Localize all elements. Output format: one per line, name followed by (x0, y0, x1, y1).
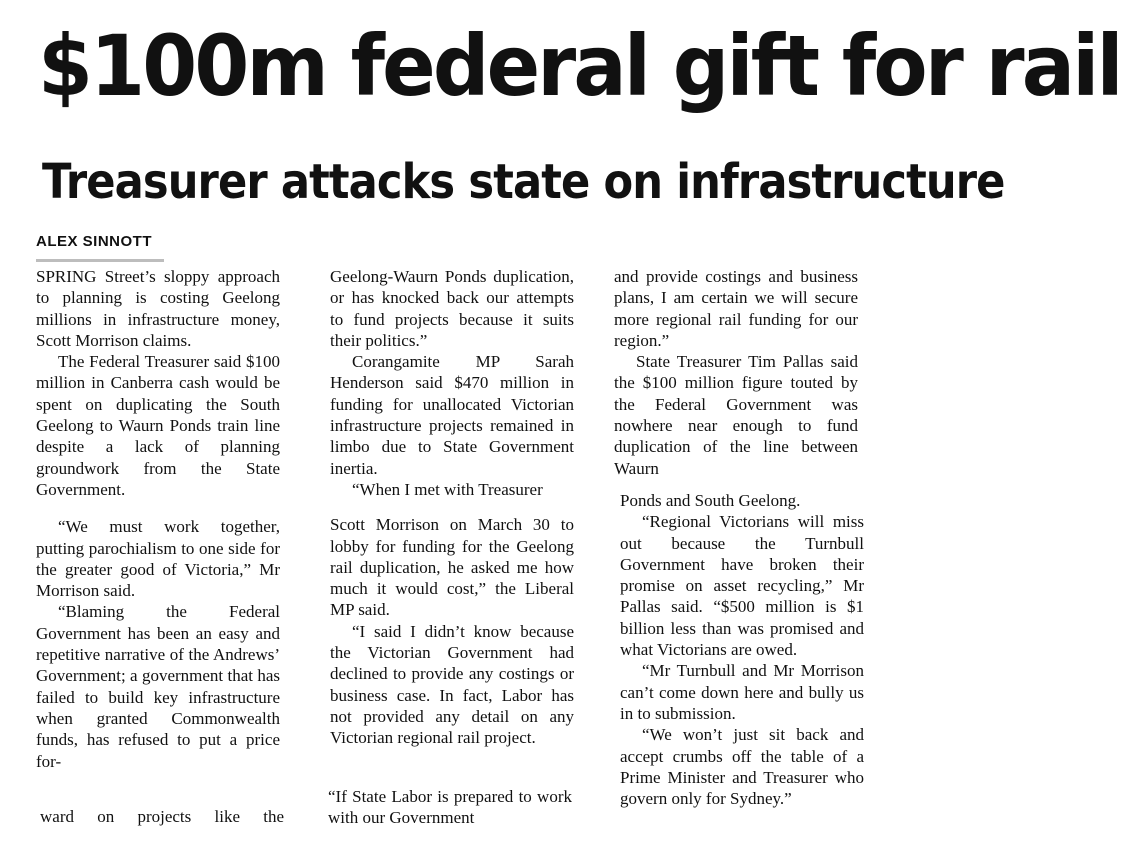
paragraph: “We won’t just sit back and accept crumbs off the table of a Prime Minister and Treasurer who govern only for Sydney.” (620, 725, 864, 809)
paragraph: Geelong-Waurn Ponds duplication, or has knocked back our attempts to fund projects because it suits their politics.” (330, 267, 574, 350)
paragraph: ward on projects like the (40, 807, 284, 826)
headline: $100m federal gift for rail (38, 17, 1121, 115)
byline-rule (36, 259, 164, 262)
paragraph: “When I met with Treasurer (352, 479, 543, 499)
paragraph: and provide costings and business plans, I am certain we will secure more regional rail funding for our region.” (614, 267, 858, 350)
article-column-2-tail (328, 786, 572, 829)
paragraph: The Federal Treasurer said $100 million in Canberra cash would be spent on duplicating the South Geelong to Waurn Ponds train line despite a lack of planning groundwork from the State Government. (36, 352, 280, 499)
paragraph: “Mr Turnbull and Mr Morrison can’t come down here and bully us in to submission. (620, 661, 864, 723)
article-column-3 (614, 266, 858, 479)
paragraph: “If State Labor is prepared to work with our Government (328, 787, 572, 828)
article-column-2 (330, 266, 574, 749)
paragraph: “Blaming the Federal Government has been an easy and repetitive narrative of the Andrews’ Government; a government that has failed to build key infrastructure when granted Commonwealth funds, has refused to put a price for- (36, 602, 280, 771)
byline: ALEX SINNOTT (36, 233, 153, 250)
paragraph: “We must work together, putting parochialism to one side for the greater good of Victoria,” Mr Morrison said. (36, 517, 280, 601)
article-column-1-tail (40, 806, 284, 827)
paragraph: Ponds and South Geelong. (620, 491, 801, 510)
paragraph: “Regional Victorians will miss out because the Turnbull Government have broken their promise on asset recycling,” Mr Pallas said. “$500 million is $1 billion less than was promised and what Victorians are owed. (620, 512, 864, 660)
paragraph: “I said I didn’t know because the Victorian Government had declined to provide any costings or business case. In fact, Labor has not provided any detail on any Victorian regional rail project. (330, 621, 574, 748)
paragraph: State Treasurer Tim Pallas said the $100 million figure touted by the Federal Government was nowhere near enough to fund duplication of the line between Waurn (614, 352, 858, 478)
paragraph: SPRING Street’s sloppy approach to planning is costing Geelong millions in infrastructure money, Scott Morrison claims. (36, 267, 280, 350)
article-column-1 (36, 266, 280, 772)
paragraph: Scott Morrison on March 30 to lobby for funding for the Geelong rail duplication, he asked me how much it would cost,” the Liberal MP said. (330, 515, 574, 620)
article-column-4 (620, 490, 864, 809)
subheadline: Treasurer attacks state on infrastructure (42, 154, 1005, 210)
paragraph: Corangamite MP Sarah Henderson said $470 million in funding for unallocated Victorian infrastructure projects remained in limbo due to State Government inertia. (330, 352, 574, 478)
